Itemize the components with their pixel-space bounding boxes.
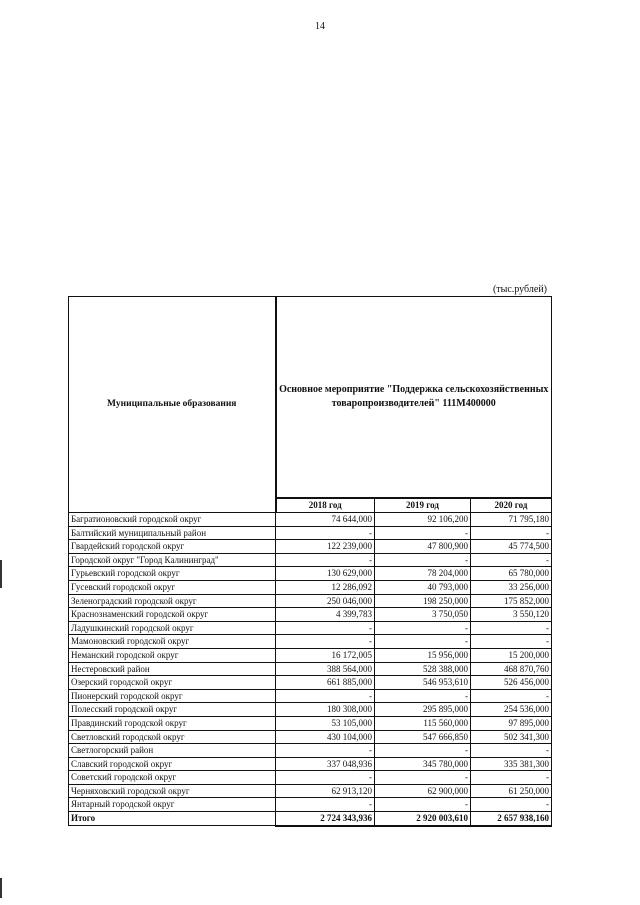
value-2018: - xyxy=(276,621,375,635)
table-row xyxy=(69,662,552,676)
total-2019: 2 920 003,610 xyxy=(375,812,471,826)
municipality-name: Янтарный городской округ xyxy=(69,798,276,812)
value-2018: - xyxy=(276,798,375,812)
value-2018: - xyxy=(276,689,375,703)
municipality-name: Ладушкинский городской округ xyxy=(69,621,276,635)
value-2020: - xyxy=(471,526,552,540)
value-2019: 3 750,050 xyxy=(375,608,471,622)
scan-edge-mark xyxy=(0,878,2,898)
table-row xyxy=(69,567,552,581)
value-2018: 661 885,000 xyxy=(276,676,375,690)
municipality-name: Правдинский городской округ xyxy=(69,716,276,730)
value-2020: 335 381,300 xyxy=(471,757,552,771)
municipality-name: Гвардейский городской округ xyxy=(69,540,276,554)
value-2019: - xyxy=(375,798,471,812)
value-2020: 526 456,000 xyxy=(471,676,552,690)
table-row xyxy=(69,798,552,812)
value-2020: 502 341,300 xyxy=(471,730,552,744)
value-2018: 62 913,120 xyxy=(276,784,375,798)
year-2018-header: 2018 год xyxy=(276,498,375,513)
value-2019: 295 895,000 xyxy=(375,703,471,717)
municipality-name: Краснознаменский городской округ xyxy=(69,608,276,622)
value-2020: 254 536,000 xyxy=(471,703,552,717)
value-2020: 468 870,760 xyxy=(471,662,552,676)
value-2020: 71 795,180 xyxy=(471,513,552,527)
value-2020: 45 774,500 xyxy=(471,540,552,554)
municipality-name: Советский городской округ xyxy=(69,771,276,785)
table-row xyxy=(69,580,552,594)
table-row xyxy=(69,540,552,554)
municipality-name: Нестеровский район xyxy=(69,662,276,676)
value-2019: - xyxy=(375,553,471,567)
table-row xyxy=(69,784,552,798)
value-2018: - xyxy=(276,553,375,567)
table-row xyxy=(69,526,552,540)
table-row xyxy=(69,594,552,608)
value-2020: 3 550,120 xyxy=(471,608,552,622)
value-2019: - xyxy=(375,744,471,758)
total-row xyxy=(69,812,552,826)
value-2019: - xyxy=(375,771,471,785)
municipality-name: Полесский городской округ xyxy=(69,703,276,717)
table-row xyxy=(69,553,552,567)
municipality-name: Балтийский муниципальный район xyxy=(69,526,276,540)
table-row xyxy=(69,513,552,527)
table-row xyxy=(69,635,552,649)
value-2018: - xyxy=(276,744,375,758)
municipality-name: Городской округ "Город Калининград" xyxy=(69,553,276,567)
value-2018: 430 104,000 xyxy=(276,730,375,744)
table-row xyxy=(69,608,552,622)
table-row xyxy=(69,703,552,717)
value-2020: 175 852,000 xyxy=(471,594,552,608)
value-2018: - xyxy=(276,771,375,785)
value-2018: 122 239,000 xyxy=(276,540,375,554)
value-2020: 15 200,000 xyxy=(471,648,552,662)
total-2018: 2 724 343,936 xyxy=(276,812,375,826)
municipality-name: Мамоновский городской округ xyxy=(69,635,276,649)
value-2020: - xyxy=(471,621,552,635)
total-label: Итого xyxy=(69,812,276,826)
value-2019: 15 956,000 xyxy=(375,648,471,662)
value-2018: 4 399,783 xyxy=(276,608,375,622)
value-2018: 12 286,092 xyxy=(276,580,375,594)
municipality-name: Гусевский городской округ xyxy=(69,580,276,594)
value-2019: - xyxy=(375,689,471,703)
municipality-name: Славский городской округ xyxy=(69,757,276,771)
municipality-name: Светлогорский район xyxy=(69,744,276,758)
value-2019: 198 250,000 xyxy=(375,594,471,608)
value-2020: 33 256,000 xyxy=(471,580,552,594)
header-municipality: Муниципальные образования xyxy=(69,297,276,513)
scan-edge-mark xyxy=(0,560,2,588)
value-2020: - xyxy=(471,689,552,703)
year-2019-header: 2019 год xyxy=(375,498,471,513)
table-row xyxy=(69,730,552,744)
value-2019: 345 780,000 xyxy=(375,757,471,771)
value-2019: - xyxy=(375,526,471,540)
municipality-name: Черняховский городской округ xyxy=(69,784,276,798)
municipality-name: Озерский городской округ xyxy=(69,676,276,690)
value-2020: - xyxy=(471,798,552,812)
value-2018: - xyxy=(276,526,375,540)
table-row xyxy=(69,648,552,662)
value-2019: - xyxy=(375,635,471,649)
value-2018: 130 629,000 xyxy=(276,567,375,581)
page-number: 14 xyxy=(315,21,325,32)
value-2018: 74 644,000 xyxy=(276,513,375,527)
value-2020: - xyxy=(471,771,552,785)
value-2019: 47 800,900 xyxy=(375,540,471,554)
value-2020: - xyxy=(471,635,552,649)
table-row xyxy=(69,744,552,758)
table-row xyxy=(69,689,552,703)
value-2019: 115 560,000 xyxy=(375,716,471,730)
table-row xyxy=(69,771,552,785)
table-row xyxy=(69,757,552,771)
table-header-row xyxy=(69,297,552,499)
municipality-name: Гурьевский городской округ xyxy=(69,567,276,581)
municipality-name: Светловский городской округ xyxy=(69,730,276,744)
table-body xyxy=(69,513,552,826)
value-2019: 92 106,200 xyxy=(375,513,471,527)
municipality-name: Неманский городской округ xyxy=(69,648,276,662)
table-row xyxy=(69,716,552,730)
value-2019: 40 793,000 xyxy=(375,580,471,594)
table-row xyxy=(69,676,552,690)
value-2019: - xyxy=(375,621,471,635)
value-2018: 16 172,005 xyxy=(276,648,375,662)
value-2019: 546 953,610 xyxy=(375,676,471,690)
year-2020-header: 2020 год xyxy=(471,498,552,513)
value-2018: 53 105,000 xyxy=(276,716,375,730)
value-2020: 65 780,000 xyxy=(471,567,552,581)
municipality-name: Багратионовский городской округ xyxy=(69,513,276,527)
table-row xyxy=(69,621,552,635)
value-2019: 528 388,000 xyxy=(375,662,471,676)
units-note: (тыс.рублей) xyxy=(492,284,547,295)
value-2020: - xyxy=(471,553,552,567)
municipality-name: Пионерский городской округ xyxy=(69,689,276,703)
municipality-name: Зеленоградский городской округ xyxy=(69,594,276,608)
value-2018: 180 308,000 xyxy=(276,703,375,717)
value-2018: - xyxy=(276,635,375,649)
value-2019: 78 204,000 xyxy=(375,567,471,581)
total-2020: 2 657 938,160 xyxy=(471,812,552,826)
value-2018: 337 048,936 xyxy=(276,757,375,771)
header-measure: Основное мероприятие "Поддержка сельскохозяйственных товаропроизводителей" 111М400000 xyxy=(276,297,552,499)
value-2018: 388 564,000 xyxy=(276,662,375,676)
value-2019: 547 666,850 xyxy=(375,730,471,744)
value-2019: 62 900,000 xyxy=(375,784,471,798)
value-2018: 250 046,000 xyxy=(276,594,375,608)
value-2020: 61 250,000 xyxy=(471,784,552,798)
value-2020: - xyxy=(471,744,552,758)
value-2020: 97 895,000 xyxy=(471,716,552,730)
budget-table xyxy=(68,296,552,827)
